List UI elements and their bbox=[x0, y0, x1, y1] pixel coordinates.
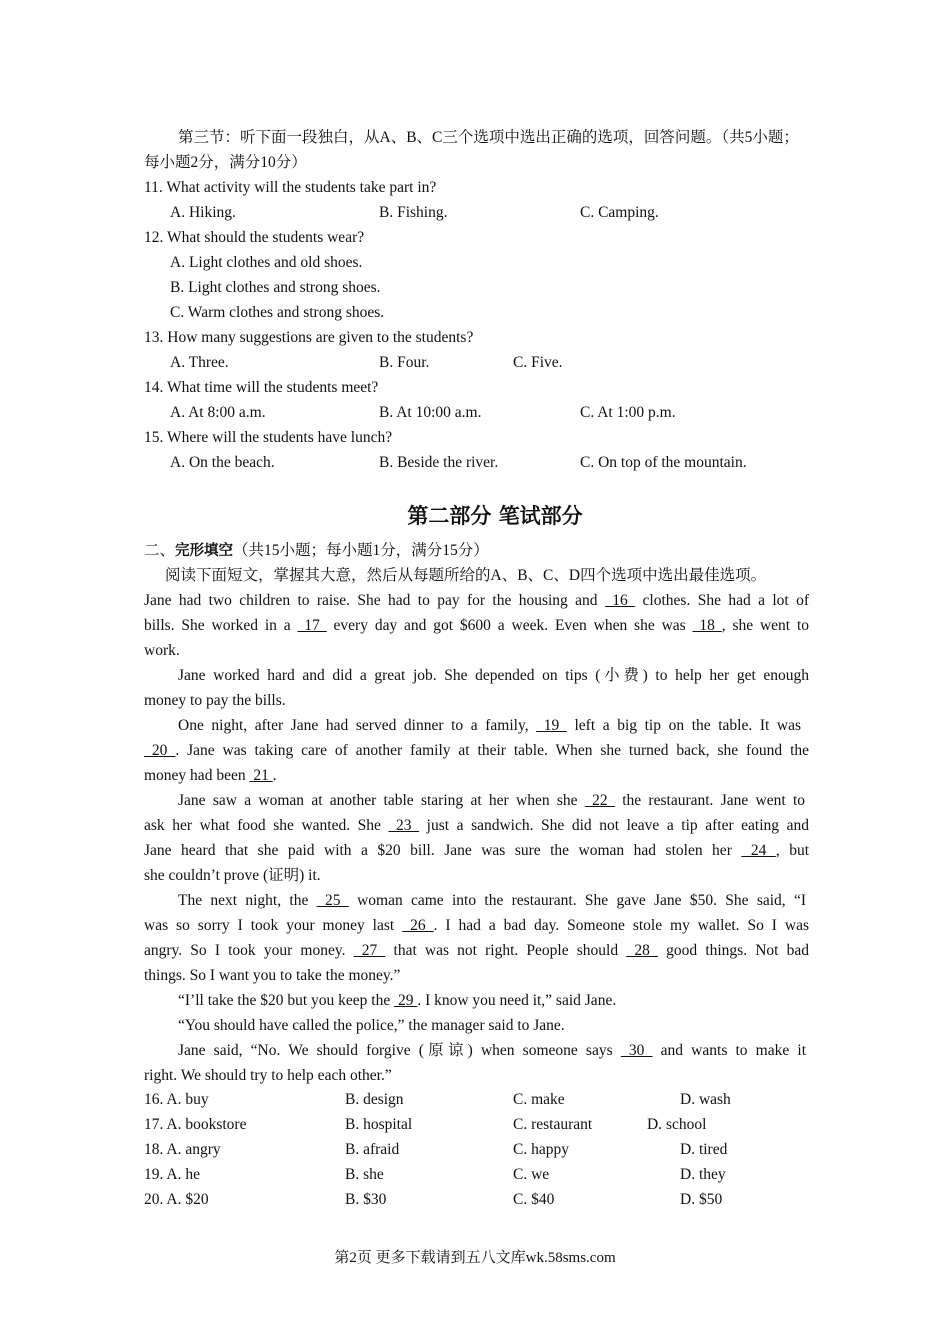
passage-line: things. So I want you to take the money.” bbox=[144, 967, 401, 984]
q13-option-b: B. Four. bbox=[379, 354, 430, 371]
cloze-header bbox=[144, 541, 809, 561]
passage-line bbox=[144, 841, 809, 861]
q15-option-c: C. On top of the mountain. bbox=[580, 454, 747, 471]
q14-option-a: A. At 8:00 a.m. bbox=[170, 404, 266, 421]
q20-option-d: D. $50 bbox=[680, 1191, 723, 1208]
passage-text: , but bbox=[775, 842, 809, 859]
q16-option-b: B. design bbox=[345, 1091, 404, 1108]
passage-text: every day and got $600 a week. Even when she was bbox=[326, 617, 693, 634]
blank-19: 19 bbox=[536, 717, 567, 734]
q11-option-c: C. Camping. bbox=[580, 204, 659, 221]
blank-20: 20 bbox=[144, 742, 176, 759]
q17-option-b: B. hospital bbox=[345, 1116, 413, 1133]
part2-title: 第二部分 笔试部分 bbox=[407, 504, 583, 528]
section3-intro-cont: 每小题2分，满分10分） bbox=[144, 154, 307, 171]
blank-28: 28 bbox=[626, 942, 659, 959]
passage-line bbox=[144, 916, 809, 936]
question-11: 11. What activity will the students take part in? bbox=[144, 179, 437, 196]
q17-option-c: C. restaurant bbox=[513, 1116, 593, 1133]
q20-option-a: 20. A. $20 bbox=[144, 1191, 209, 1208]
q18-option-c: C. happy bbox=[513, 1141, 569, 1158]
cloze-header-title: 完形填空 bbox=[175, 543, 234, 559]
passage-text: Jane had two children to raise. She had to pay for the housing and bbox=[144, 592, 605, 609]
passage-line bbox=[144, 766, 809, 786]
passage-text: . bbox=[272, 767, 277, 784]
question-12: 12. What should the students wear? bbox=[144, 229, 365, 246]
cloze-header-num: 二、 bbox=[144, 542, 176, 559]
cloze-header-rest: （共15小题；每小题1分，满分15分） bbox=[233, 542, 489, 559]
q12-option-b: B. Light clothes and strong shoes. bbox=[170, 279, 381, 296]
passage-text: “I’ll take the $20 but you keep the bbox=[178, 992, 395, 1009]
blank-21: 21 bbox=[249, 767, 273, 784]
passage-text: One night, after Jane had served dinner to a family, bbox=[178, 717, 537, 734]
q11-option-a: A. Hiking. bbox=[170, 204, 236, 221]
q11-option-b: B. Fishing. bbox=[379, 204, 448, 221]
passage-text: and wants to make it bbox=[652, 1042, 806, 1059]
question-13: 13. How many suggestions are given to the students? bbox=[144, 329, 474, 346]
q18-option-b: B. afraid bbox=[345, 1141, 400, 1158]
blank-18: 18 bbox=[692, 617, 722, 634]
passage-text: ask her what food she wanted. She bbox=[144, 817, 389, 834]
passage-line bbox=[178, 1041, 806, 1061]
passage-text: , she went to bbox=[721, 617, 810, 634]
passage-text: left a big tip on the table. It was bbox=[566, 717, 801, 734]
passage-text: Jane said, “No. We should forgive (原谅) when someone says bbox=[178, 1042, 621, 1059]
passage-text: the restaurant. Jane went to bbox=[614, 792, 806, 809]
passage-text: . I had a bad day. Someone stole my wallet. So I was bbox=[433, 917, 810, 934]
cloze-instruction: 阅读下面短文，掌握其大意，然后从每题所给的A、B、C、D四个选项中选出最佳选项。 bbox=[165, 567, 767, 584]
passage-text: . I know you need it,” said Jane. bbox=[417, 992, 617, 1009]
blank-26: 26 bbox=[402, 917, 434, 934]
q19-option-c: C. we bbox=[513, 1166, 550, 1183]
passage-text: that was not right. People should bbox=[385, 942, 627, 959]
passage-text: Jane saw a woman at another table staring at her when she bbox=[178, 792, 585, 809]
passage-text: just a sandwich. She did not leave a tip after eating and bbox=[419, 817, 809, 834]
section3-intro: 第三节：听下面一段独白，从A、B、C三个选项中选出正确的选项，回答问题。（共5小题； bbox=[178, 129, 799, 146]
q18-option-a: 18. A. angry bbox=[144, 1141, 221, 1158]
q18-option-d: D. tired bbox=[680, 1141, 728, 1158]
passage-text: The next night, the bbox=[178, 892, 317, 909]
q17-option-a: 17. A. bookstore bbox=[144, 1116, 247, 1133]
passage-line bbox=[144, 741, 809, 761]
q17-option-d: D. school bbox=[647, 1116, 707, 1133]
blank-24: 24 bbox=[741, 842, 776, 859]
q12-option-c: C. Warm clothes and strong shoes. bbox=[170, 304, 385, 321]
passage-line bbox=[144, 941, 809, 961]
q20-option-b: B. $30 bbox=[345, 1191, 387, 1208]
passage-text: money had been bbox=[144, 767, 250, 784]
q14-option-c: C. At 1:00 p.m. bbox=[580, 404, 676, 421]
passage-line: work. bbox=[144, 642, 180, 659]
passage-line: money to pay the bills. bbox=[144, 692, 286, 709]
q20-option-c: C. $40 bbox=[513, 1191, 555, 1208]
q13-option-c: C. Five. bbox=[513, 354, 563, 371]
blank-30: 30 bbox=[620, 1042, 653, 1059]
passage-text: clothes. She had a lot of bbox=[635, 592, 809, 609]
passage-line bbox=[144, 616, 809, 636]
q15-option-b: B. Beside the river. bbox=[379, 454, 499, 471]
question-15: 15. Where will the students have lunch? bbox=[144, 429, 393, 446]
passage-line bbox=[178, 891, 806, 911]
passage-line bbox=[144, 591, 809, 611]
page-footer: 第2页 更多下载请到五八文库wk.58sms.com bbox=[334, 1250, 616, 1266]
blank-25: 25 bbox=[316, 892, 349, 909]
q19-option-a: 19. A. he bbox=[144, 1166, 200, 1183]
passage-line bbox=[178, 991, 843, 1011]
passage-line: she couldn’t prove (证明) it. bbox=[144, 867, 321, 884]
blank-23: 23 bbox=[388, 817, 420, 834]
passage-text: bills. She worked in a bbox=[144, 617, 298, 634]
q16-option-a: 16. A. buy bbox=[144, 1091, 209, 1108]
passage-line bbox=[178, 716, 801, 736]
q19-option-b: B. she bbox=[345, 1166, 384, 1183]
blank-17: 17 bbox=[297, 617, 327, 634]
q19-option-d: D. they bbox=[680, 1166, 726, 1183]
passage-line: right. We should try to help each other.” bbox=[144, 1067, 392, 1084]
passage-text: woman came into the restaurant. She gave Jane $50. She said, “I bbox=[348, 892, 807, 909]
q13-option-a: A. Three. bbox=[170, 354, 229, 371]
passage-line bbox=[178, 791, 805, 811]
blank-27: 27 bbox=[353, 942, 386, 959]
blank-29: 29 bbox=[394, 992, 418, 1009]
passage-line: “You should have called the police,” the manager said to Jane. bbox=[178, 1017, 565, 1034]
question-14: 14. What time will the students meet? bbox=[144, 379, 379, 396]
passage-text: good things. Not bad bbox=[658, 942, 810, 959]
passage-text: angry. So I took your money. bbox=[144, 942, 354, 959]
q16-option-c: C. make bbox=[513, 1091, 565, 1108]
passage-text: . Jane was taking care of another family at their table. When she turned back, she found the bbox=[175, 742, 810, 759]
q16-option-d: D. wash bbox=[680, 1091, 731, 1108]
q12-option-a: A. Light clothes and old shoes. bbox=[170, 254, 363, 271]
q15-option-a: A. On the beach. bbox=[170, 454, 275, 471]
q14-option-b: B. At 10:00 a.m. bbox=[379, 404, 482, 421]
passage-line bbox=[144, 816, 809, 836]
passage-text: was so sorry I took your money last bbox=[144, 917, 403, 934]
passage-text: Jane heard that she paid with a $20 bill. Jane was sure the woman had stolen her bbox=[144, 842, 742, 859]
blank-22: 22 bbox=[584, 792, 615, 809]
blank-16: 16 bbox=[604, 592, 636, 609]
passage-line: Jane worked hard and did a great job. She depended on tips (小费) to help her get enough bbox=[178, 667, 809, 684]
